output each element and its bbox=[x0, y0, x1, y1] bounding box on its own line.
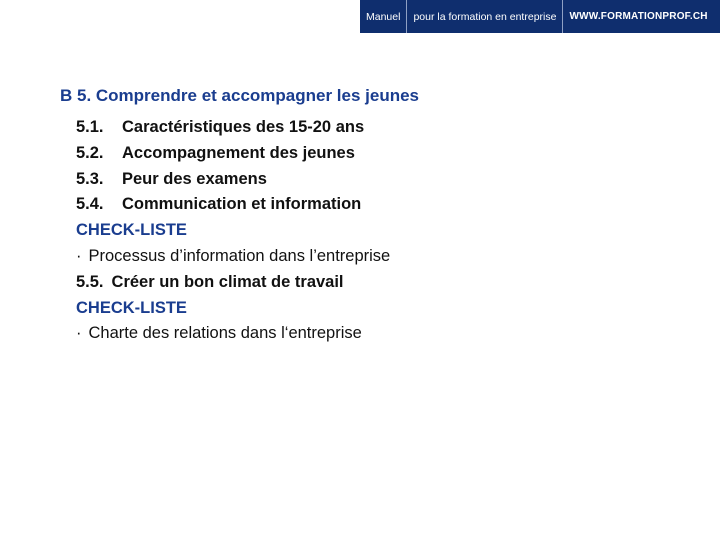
bullet-dot-icon: · bbox=[76, 324, 82, 343]
checklist-heading-2[interactable]: CHECK-LISTE bbox=[76, 298, 187, 317]
toc-item-label: Créer un bon climat de travail bbox=[111, 272, 344, 291]
toc-item-number: 5.5. bbox=[76, 272, 104, 291]
toc-item-5-2[interactable] bbox=[76, 141, 390, 167]
toc-item-label: Peur des examens bbox=[122, 169, 267, 188]
checklist-item-label: Charte des relations dans l‘entreprise bbox=[88, 324, 362, 343]
toc-item-label: Caractéristiques des 15-20 ans bbox=[122, 118, 365, 136]
header-banner bbox=[360, 0, 720, 33]
toc-list bbox=[76, 115, 390, 347]
bullet-dot-icon: · bbox=[76, 246, 82, 265]
header-website-link[interactable]: WWW.FORMATIONPROF.CH bbox=[569, 11, 708, 22]
toc-item-5-4[interactable] bbox=[76, 192, 390, 218]
checklist-item-2[interactable] bbox=[76, 321, 390, 347]
checklist-item-label: Processus d’information dans l’entreprise bbox=[88, 246, 391, 265]
toc-item-number: 5.2. bbox=[76, 143, 104, 162]
header-subtitle: pour la formation en entreprise bbox=[413, 10, 557, 23]
checklist-heading-1[interactable]: CHECK-LISTE bbox=[76, 221, 187, 240]
header-manuel: Manuel bbox=[366, 10, 401, 23]
toc-item-label: Communication et information bbox=[122, 195, 362, 214]
toc-item-5-5[interactable] bbox=[76, 270, 390, 296]
toc-item-number: 5.3. bbox=[76, 169, 104, 188]
section-title: B 5. Comprendre et accompagner les jeunes bbox=[60, 86, 420, 105]
toc-item-label: Accompagnement des jeunes bbox=[122, 143, 355, 162]
toc-item-5-1[interactable] bbox=[76, 115, 390, 141]
toc-item-number: 5.1. bbox=[76, 118, 104, 136]
toc-item-number: 5.4. bbox=[76, 195, 104, 214]
checklist-item-1[interactable] bbox=[76, 244, 390, 270]
toc-item-5-3[interactable] bbox=[76, 167, 390, 193]
